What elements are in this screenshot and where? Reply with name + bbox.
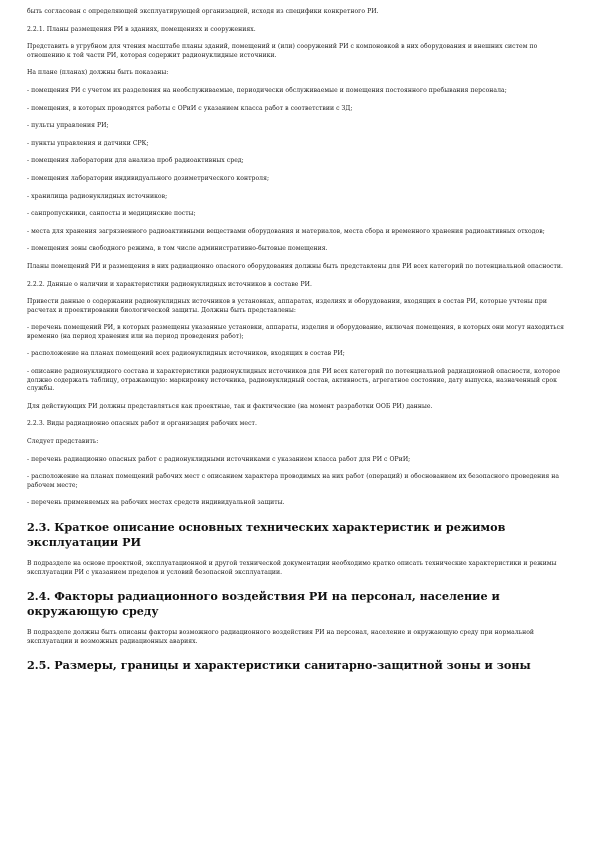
list-item: - пульты управления РИ; <box>27 122 109 130</box>
subsection-2-2-1-title: 2.2.1. Планы размещения РИ в зданиях, помещениях и сооружениях. <box>27 25 256 33</box>
list-item: - помещения лаборатории индивидуального дозиметрического контроля; <box>27 174 270 182</box>
list-item: - пункты управления и датчики СРК; <box>27 139 149 147</box>
section-2-3-heading: 2.3. Краткое описание основных технических характеристик и режимов эксплуатации РИ <box>27 520 506 549</box>
section-2-5-heading: 2.5. Размеры, границы и характеристики санитарно-защитной зоны и зоны <box>27 658 531 673</box>
paragraph: Планы помещений РИ и размещения в них радиационно опасного оборудования должны быть представлены для РИ всех категорий по потенциальной опасности. <box>27 262 564 270</box>
paragraph: Представить в угрубном для чтения масштабе планы зданий, помещений и (или) сооружений РИ с компоновкой в них оборудования и внешних систем по отношению к той части РИ, которая содержит радионуклидные источники. <box>27 43 538 59</box>
paragraph-continuation: быть согласован с определяющей эксплуатирующей организацией, исходя из специфики конкретного РИ. <box>27 8 379 15</box>
list-item: - расположение на планах помещений всех радионуклидных источников, входящих в состав РИ; <box>27 350 345 358</box>
list-item: - помещения зоны свободного режима, в том числе административно-бытовые помещения. <box>27 245 328 253</box>
list-item: - помещения лаборатории для анализа проб радиоактивных сред; <box>27 157 244 165</box>
list-item: - места для хранения загрязненного радиоактивными веществами оборудования и материалов, места сбора и временного хранения радиоактивных отходов; <box>27 227 545 235</box>
list-item: - помещения РИ с учетом их разделения на необслуживаемые, периодически обслуживаемые и помещения постоянного пребывания персонала; <box>27 86 507 94</box>
list-item: - перечень помещений РИ, в которых размещены указанные установки, аппараты, изделия и оборудование, включая помещения, в которых они могут находиться временно (на период хранения или на период проведения работ); <box>27 324 564 340</box>
section-2-3-text: В подразделе на основе проектной, эксплуатационной и другой технической документации необходимо кратко описать технические характеристики и режимы эксплуатации РИ с указанием пределов и условий безопасной эксплуатации. <box>27 560 557 576</box>
section-2-4-text: В подразделе должны быть описаны факторы возможного радиационного воздействия РИ на персонал, население и окружающую среду при нормальной эксплуатации и возможных радиационных авариях. <box>27 629 535 645</box>
list-item: - описание радионуклидного состава и характеристики радионуклидных источников для РИ всех категорий по потенциальной радиационной опасности, которое должно содержать таблицу, отражающую: маркировку источника, радионуклидный состав, активность, агрегатное состояние, дату выпуска, назначенный срок службы. <box>27 368 561 393</box>
paragraph: На плане (планах) должны быть показаны: <box>27 69 169 77</box>
list-item: - перечень применяемых на рабочих местах средств индивидуальной защиты. <box>27 499 285 507</box>
paragraph: Следует представить: <box>27 438 99 446</box>
section-2-4-heading: 2.4. Факторы радиационного воздействия РИ на персонал, население и окружающую среду <box>27 589 500 619</box>
subsection-2-2-3-title: 2.2.3. Виды радиационно опасных работ и организация рабочих мест. <box>27 420 257 428</box>
document-page <box>27 8 567 683</box>
list-item: - помещения, в которых проводятся работы с ОРиИ с указанием класса работ в соответствии с ЗД; <box>27 104 353 112</box>
list-item: - санпропускники, санпосты и медицинские посты; <box>27 210 196 218</box>
list-item: - перечень радиационно опасных работ с радионуклидными источниками с указанием класса работ для РИ с ОРиИ; <box>27 455 411 463</box>
list-item: - хранилища радионуклидных источников; <box>27 192 168 200</box>
paragraph: Для действующих РИ должны представляться как проектные, так и фактические (на момент разработки ООБ РИ) данные. <box>27 402 433 410</box>
subsection-2-2-2-title: 2.2.2. Данные о наличии и характеристики радионуклидных источников в составе РИ. <box>27 280 312 288</box>
list-item: - расположение на планах помещений рабочих мест с описанием характера проводимых на них работ (операций) и обоснованием их безопасного проведения на рабочем месте; <box>27 473 560 489</box>
paragraph: Привести данные о содержании радионуклидных источников в установках, аппаратах, изделиях и оборудовании, входящих в состав РИ, которые учтены при расчетах и проектировании биологической защиты. Должны быть представлены: <box>27 298 547 314</box>
